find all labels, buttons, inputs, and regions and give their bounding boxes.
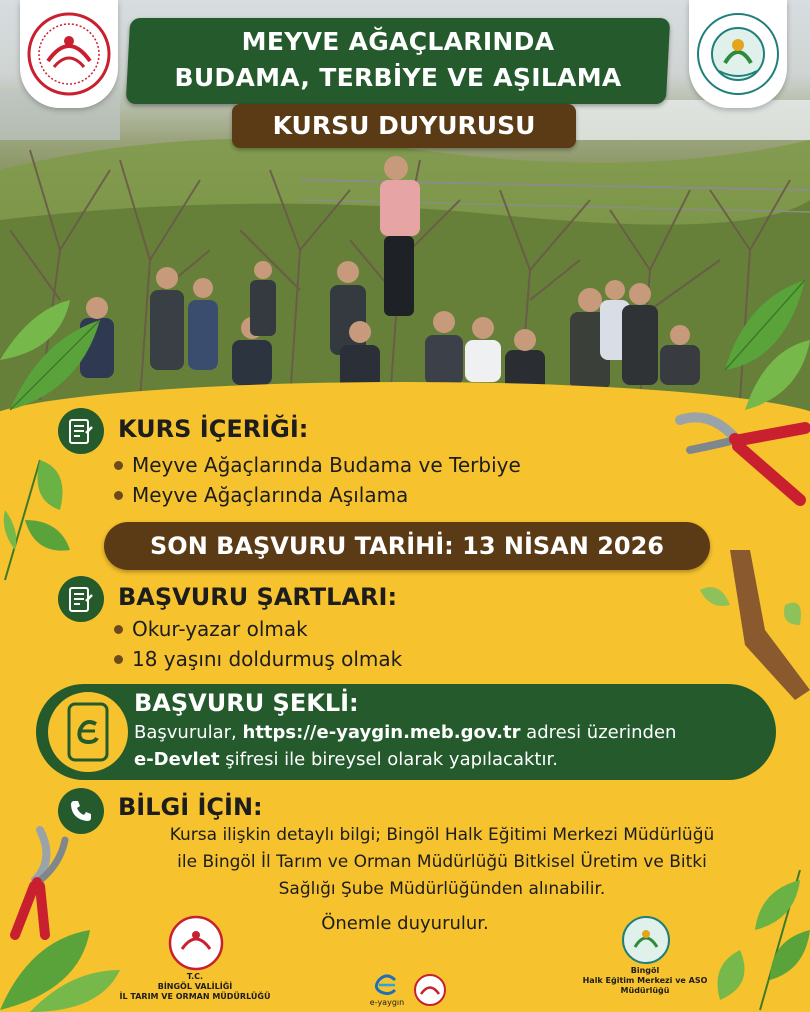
- application-text: Başvurular, https://e-yaygin.meb.gov.tr adresi üzerinden e-Devlet şifresi ile bireysel olarak yapılacaktır.: [134, 722, 677, 770]
- footer-ministry-small-logo: [412, 972, 448, 1008]
- pruning-shears-icon: [660, 390, 810, 520]
- ministry-seal-icon: [168, 915, 224, 971]
- halk-egitim-logo: [689, 0, 787, 108]
- title-line-1: MEYVE AĞAÇLARINDA: [241, 27, 555, 56]
- page-title: [128, 24, 668, 96]
- course-content-heading: KURS İÇERİĞİ:: [118, 415, 309, 443]
- tree-branch-decoration: [690, 550, 810, 700]
- footer-left-caption: T.C. BİNGÖL VALİLİĞİ İL TARIM VE ORMAN MÜDÜRLÜĞÜ: [119, 972, 271, 1001]
- deadline-text: SON BAŞVURU TARİHİ: 13 NİSAN 2026: [150, 532, 664, 560]
- halk-egitim-merkezi-logo-icon: [695, 11, 781, 97]
- title-line-2: BUDAMA, TERBİYE VE AŞILAMA: [174, 63, 622, 92]
- closing-note: Önemle duyurulur.: [321, 913, 489, 934]
- leaves-decoration-top-left: [0, 300, 110, 430]
- footer-halk-egitim-logo: [620, 914, 672, 966]
- application-heading: BAŞVURU ŞEKLİ:: [134, 689, 359, 717]
- requirements-heading: BAŞVURU ŞARTLARI:: [118, 583, 398, 611]
- leaves-decoration-mid-left: [0, 450, 100, 590]
- info-heading: BİLGİ İÇİN:: [118, 793, 263, 821]
- edevlet-label: e-Devlet: [134, 749, 220, 770]
- list-item: Meyve Ağaçlarında Aşılama: [112, 480, 521, 510]
- pruning-shears-icon: [0, 820, 80, 940]
- ministry-seal-icon: [26, 11, 112, 97]
- application-url-link[interactable]: https://e-yaygin.meb.gov.tr: [242, 722, 521, 743]
- ministry-logo: [20, 0, 118, 108]
- info-text: Kursa ilişkin detaylı bilgi; Bingöl Halk Eğitimi Merkezi Müdürlüğü ile Bingöl İl Tarım ve Orman Müdürlüğü Bitkisel Üretim ve Bitki Sağlığı Şube Müdürlüğünden alınabilir.: [169, 825, 715, 899]
- mobile-application-icon: [44, 688, 132, 776]
- e-yaygin-logo: [372, 972, 402, 998]
- halk-egitim-merkezi-logo-icon: [621, 915, 671, 965]
- requirements-list: [112, 614, 402, 674]
- e-yaygin-label: e-yaygın: [369, 998, 405, 1007]
- ministry-seal-icon: [413, 973, 447, 1007]
- footer-ministry-logo: [167, 914, 225, 972]
- list-item: 18 yaşını doldurmuş olmak: [112, 644, 402, 674]
- list-item: Meyve Ağaçlarında Budama ve Terbiye: [112, 450, 521, 480]
- e-yaygin-icon: [373, 974, 401, 996]
- checklist-icon: [58, 408, 104, 454]
- footer-right-caption: Bingöl Halk Eğitim Merkezi ve ASO Müdürlüğü: [582, 966, 708, 995]
- checklist-icon: [58, 576, 104, 622]
- list-item: Okur-yazar olmak: [112, 614, 402, 644]
- course-content-list: [112, 450, 521, 510]
- page-subtitle: KURSU DUYURUSU: [272, 111, 536, 140]
